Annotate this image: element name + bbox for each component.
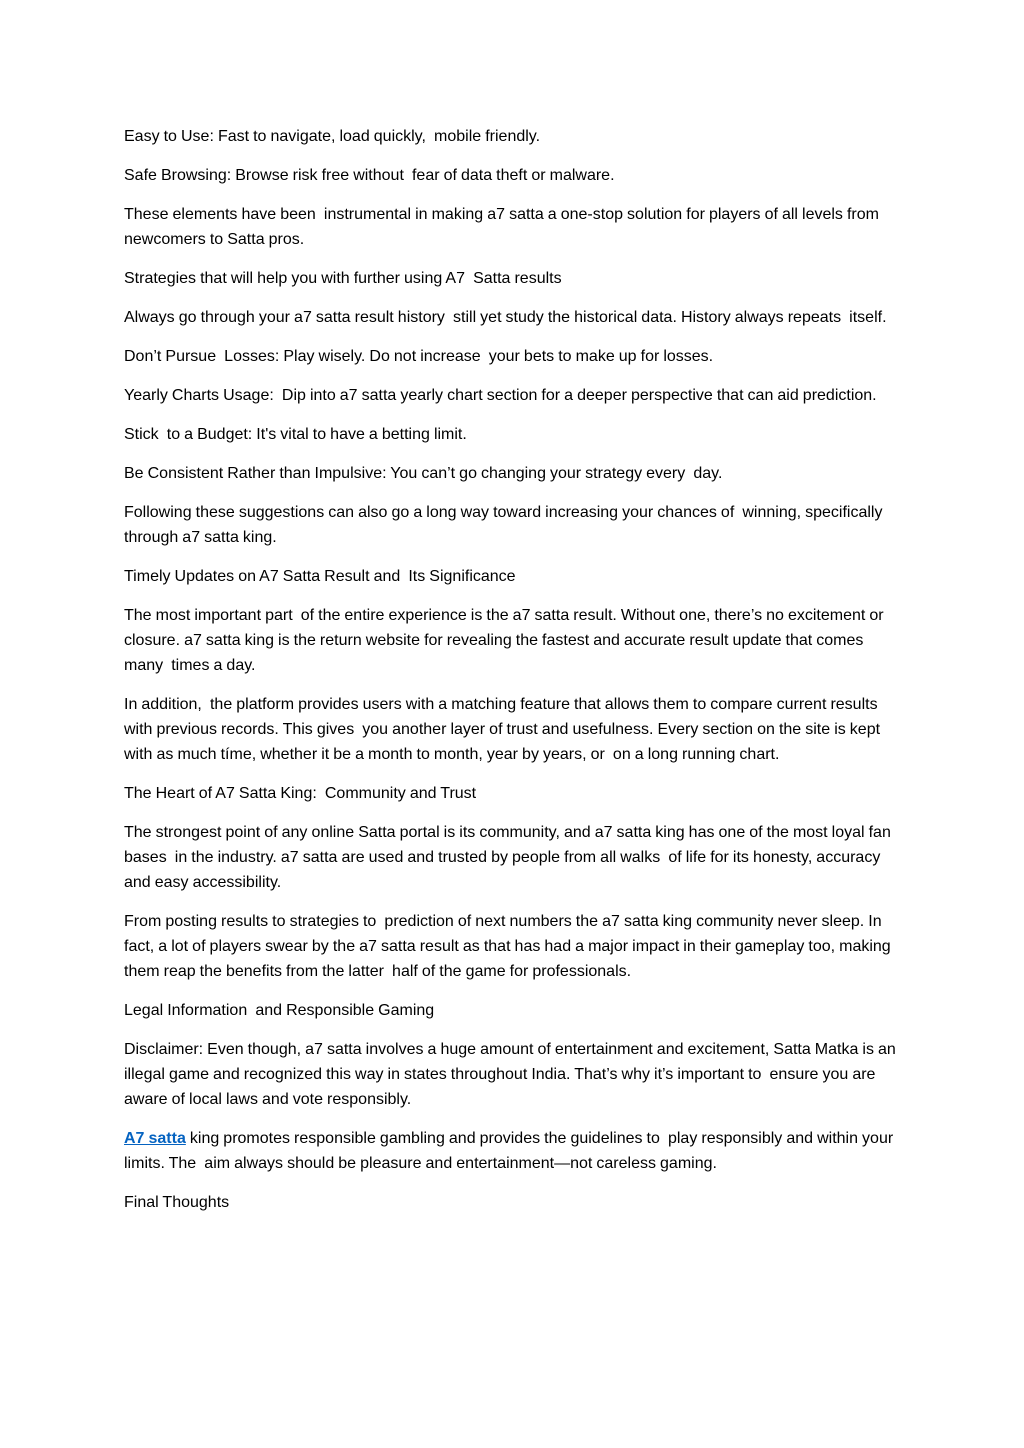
paragraph-in-addition: In addition, the platform provides users with a matching feature that allows them to compare current results with previous records. This gives you another layer of trust and usefulness. Every section on the site is kept with as much tíme, whether it be a month to month, year by years, or on a long running chart. <box>124 696 885 763</box>
paragraph-budget: Stick to a Budget: It's vital to have a betting limit. <box>124 426 467 443</box>
a7-satta-link[interactable]: A7 satta <box>124 1130 186 1147</box>
paragraph-elements: These elements have been instrumental in making a7 satta a one-stop solution for players of all levels from newcomers to Satta pros. <box>124 206 884 248</box>
paragraph-posting-results: From posting results to strategies to prediction of next numbers the a7 satta king community never sleep. In fact, a lot of players swear by the a7 satta result as that has had a major impact in their gameplay too, making them reap the benefits from the latter half of the game for professionals. <box>124 913 895 980</box>
paragraph-easy-to-use: Easy to Use: Fast to navigate, load quickly, mobile friendly. <box>124 128 541 145</box>
paragraph-most-important: The most important part of the entire experience is the a7 satta result. Without one, there’s no excitement or closure. a7 satta king is the return website for revealing the fastest and accurate result update that comes many times a day. <box>124 607 892 674</box>
document-page <box>124 124 904 1229</box>
heading-timely-updates: Timely Updates on A7 Satta Result and Its Significance <box>124 568 516 585</box>
paragraph-consistent: Be Consistent Rather than Impulsive: You can’t go changing your strategy every day. <box>124 465 723 482</box>
paragraph-strongest-point: The strongest point of any online Satta portal is its community, and a7 satta king has one of the most loyal fan bases in the industry. a7 satta are used and trusted by people from all walks of life for its honesty, accuracy and easy accessibility. <box>124 824 895 891</box>
paragraph-yearly-charts: Yearly Charts Usage: Dip into a7 satta yearly chart section for a deeper perspective that can aid prediction. <box>124 387 877 404</box>
heading-legal-information: Legal Information and Responsible Gaming <box>124 1002 435 1019</box>
paragraph-result-history: Always go through your a7 satta result history still yet study the historical data. History always repeats itself. <box>124 309 887 326</box>
paragraph-responsible-gambling <box>124 1126 904 1176</box>
heading-final-thoughts: Final Thoughts <box>124 1194 230 1211</box>
paragraph-safe-browsing: Safe Browsing: Browse risk free without fear of data theft or malware. <box>124 167 615 184</box>
responsible-gambling-text: king promotes responsible gambling and provides the guidelines to play responsibly and within your limits. The aim always should be pleasure and entertainment—not careless gaming. <box>124 1130 898 1172</box>
heading-strategies: Strategies that will help you with further using A7 Satta results <box>124 270 562 287</box>
heading-community-trust: The Heart of A7 Satta King: Community and Trust <box>124 785 477 802</box>
paragraph-dont-pursue-losses: Don’t Pursue Losses: Play wisely. Do not increase your bets to make up for losses. <box>124 348 714 365</box>
paragraph-suggestions: Following these suggestions can also go a long way toward increasing your chances of winning, specifically through a7 satta king. <box>124 504 887 546</box>
paragraph-disclaimer: Disclaimer: Even though, a7 satta involves a huge amount of entertainment and excitement, Satta Matka is an illegal game and recognized this way in states throughout India. That’s why it’s important to ensure you are aware of local laws and vote responsibly. <box>124 1041 900 1108</box>
